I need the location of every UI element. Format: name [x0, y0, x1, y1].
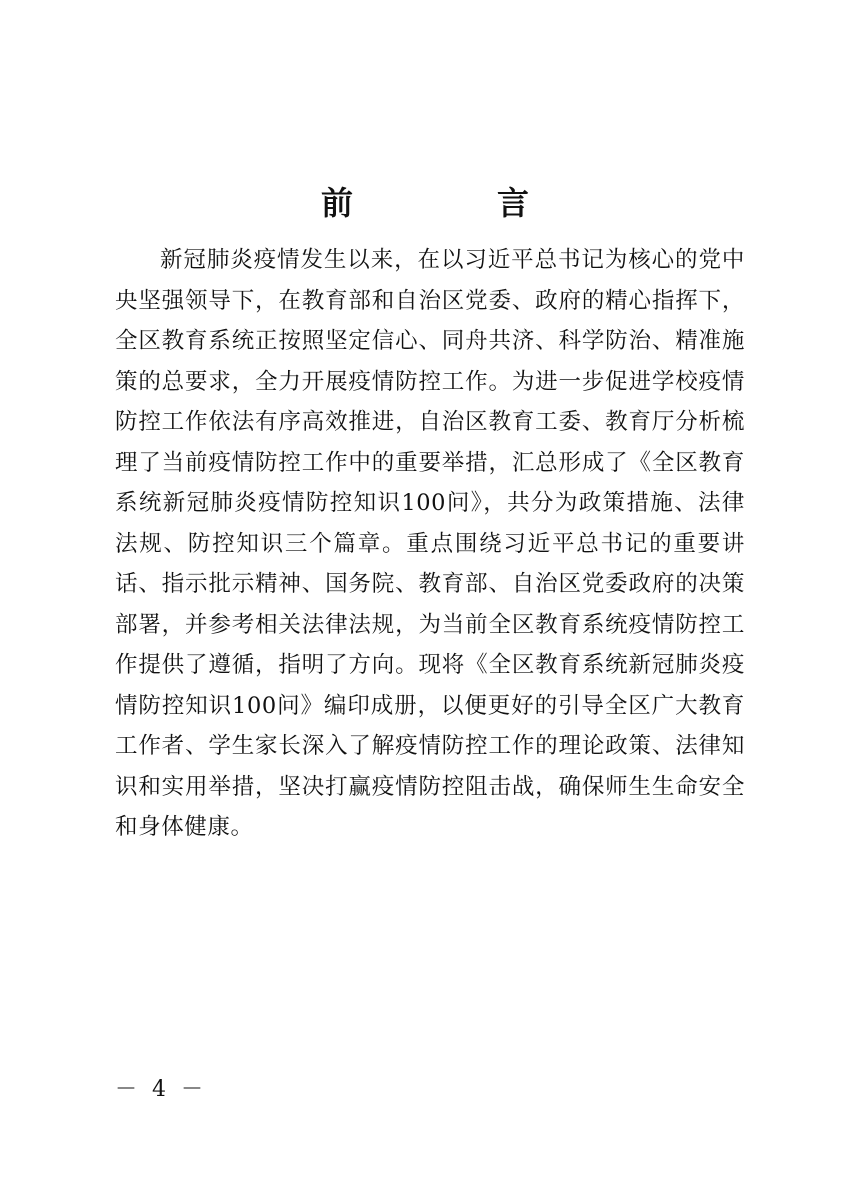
page-number: － 4 －: [115, 1077, 207, 1102]
preface-paragraph: 新冠肺炎疫情发生以来，在以习近平总书记为核心的党中央坚强领导下，在教育部和自治区党委、政府的精心指挥下，全区教育系统正按照坚定信心、同舟共济、科学防治、精准施策的总要求，全力开展疫情防控工作。为进一步促进学校疫情防控工作依法有序高效推进，自治区教育工委、教育厅分析梳理了当前疫情防控工作中的重要举措，汇总形成了《全区教育系统新冠肺炎疫情防控知识100问》，共分为政策措施、法律法规、防控知识三个篇章。重点围绕习近平总书记的重要讲话、指示批示精神、国务院、教育部、自治区党委政府的决策部署，并参考相关法律法规，为当前全区教育系统疫情防控工作提供了遵循，指明了方向。现将《全区教育系统新冠肺炎疫情防控知识100问》编印成册，以便更好的引导全区广大教育工作者、学生家长深入了解疫情防控工作的理论政策、法律知识和实用举措，坚决打赢疫情防控阻击战，确保师生生命安全和身体健康。: [115, 247, 745, 840]
page-title: 前 言: [320, 184, 585, 223]
